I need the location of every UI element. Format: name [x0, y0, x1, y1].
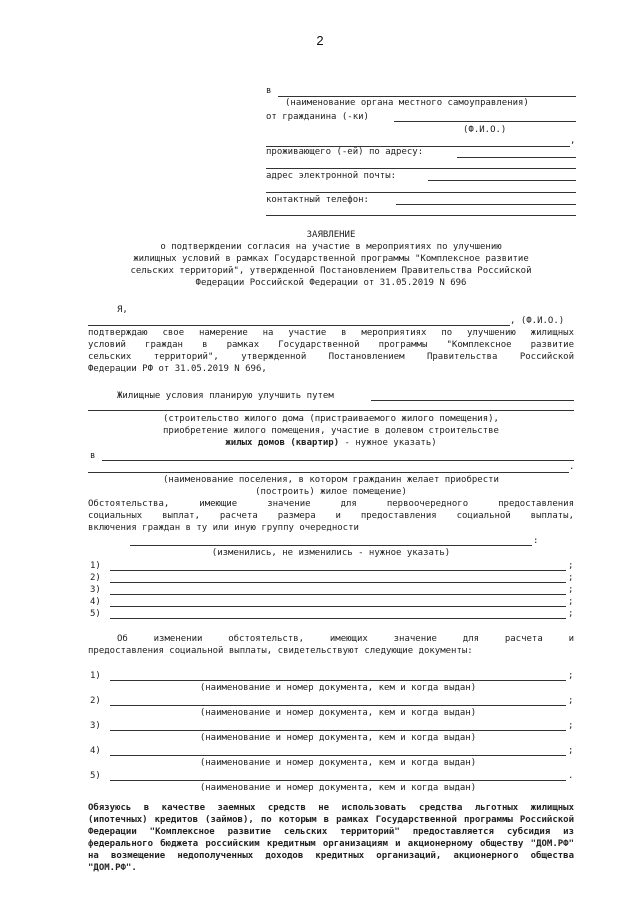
- phone-line-2[interactable]: [266, 215, 576, 216]
- document-end-5: .: [568, 771, 574, 781]
- document-caption-4: (наименование и номер документа, кем и когда выдан): [199, 758, 477, 768]
- document-line-4[interactable]: [110, 755, 566, 756]
- declarant-fio-line[interactable]: [88, 325, 510, 326]
- document-line-3[interactable]: [110, 730, 566, 731]
- title-line-1: о подтверждении согласия на участие в мероприятиях по улучшению: [160, 242, 502, 252]
- circumstance-end-1: ;: [568, 561, 574, 571]
- declarant-fio-suffix: , (Ф.И.О.): [510, 316, 565, 326]
- circumstance-num-5: 5): [90, 609, 101, 619]
- settlement-period: .: [569, 462, 575, 472]
- title-line-4: Федерации Российской Федерации от 31.05.2019 N 696: [195, 278, 467, 288]
- page-number: 2: [316, 33, 324, 48]
- from-line[interactable]: [394, 121, 576, 122]
- circumstances-line-3: включения граждан в ту или иную группу очередности: [88, 523, 359, 533]
- document-num-3: 3): [90, 721, 101, 731]
- address-line-1[interactable]: [457, 157, 576, 158]
- document-caption-5: (наименование и номер документа, кем и когда выдан): [199, 783, 477, 793]
- organ-caption: (наименование органа местного самоуправления): [285, 98, 529, 108]
- settlement-line-1[interactable]: [102, 460, 574, 461]
- fio-comma: ,: [570, 136, 576, 146]
- improve-caption-bold: жилых домов (квартир): [225, 438, 340, 448]
- phone-label: контактный телефон:: [266, 195, 369, 205]
- settlement-line-2[interactable]: [88, 472, 569, 473]
- improve-caption-3: [88, 438, 574, 449]
- declaration-line-4: Федерации РФ от 31.05.2019 N 696,: [88, 364, 267, 374]
- document-line-2[interactable]: [110, 705, 566, 706]
- document-end-1: ;: [568, 671, 574, 681]
- settlement-prefix: в: [90, 451, 96, 461]
- circumstance-num-4: 4): [90, 597, 101, 607]
- document-num-1: 1): [90, 671, 101, 681]
- circumstance-line-3[interactable]: [110, 594, 566, 595]
- declaration-line-3: сельских территорий", утвержденной Постановлением Правительства Российской: [88, 352, 574, 362]
- settlement-caption-1: (наименование поселения, в котором гражданин желает приобрести: [163, 475, 499, 485]
- circumstance-end-3: ;: [568, 585, 574, 595]
- title-line-3: сельских территорий", утвержденной Постановлением Правительства Российской: [130, 266, 532, 276]
- email-line-1[interactable]: [428, 180, 576, 181]
- fio-caption: (Ф.И.О.): [463, 125, 507, 135]
- address-label: проживающего (-ей) по адресу:: [266, 147, 424, 157]
- circumstance-line-5[interactable]: [110, 618, 566, 619]
- circumstance-end-2: ;: [568, 573, 574, 583]
- circumstance-end-5: ;: [568, 609, 574, 619]
- document-num-5: 5): [90, 771, 101, 781]
- document-caption-3: (наименование и номер документа, кем и когда выдан): [199, 733, 477, 743]
- circumstances-caption: (изменились, не изменились - нужное указать): [211, 548, 451, 558]
- obligation-paragraph: Обязуюсь в качестве заемных средств не использовать средства льготных жилищных (ипотечных) кредитов (займов), по которым в рамках Государственной программы Российской Федерации "Комплексное развитие сельских территорий" предоставляется субсидия из федерального бюджета российским кредитным организациям и акционерному обществу "ДОМ.РФ" на возмещение недополученных доходов кредитных организаций, акционерного общества "ДОМ.РФ".: [88, 803, 574, 873]
- from-label: от гражданина (-ки): [266, 112, 369, 122]
- improve-line-1[interactable]: [371, 400, 574, 401]
- settlement-caption-2: (построить) жилое помещение): [255, 487, 407, 497]
- circumstances-change-line[interactable]: [130, 545, 532, 546]
- title-line-2: жилищных условий в рамках Государственной программы "Комплексное развитие: [133, 254, 529, 264]
- document-caption-2: (наименование и номер документа, кем и когда выдан): [199, 708, 477, 718]
- documents-line-1: Об изменении обстоятельств, имеющих значение для расчета и: [117, 634, 574, 644]
- document-caption-1: (наименование и номер документа, кем и когда выдан): [199, 683, 477, 693]
- address-line-2[interactable]: [266, 168, 576, 169]
- organ-line[interactable]: [278, 96, 576, 97]
- circumstance-num-1: 1): [90, 561, 101, 571]
- circumstances-line-1: Обстоятельства, имеющие значение для первоочередного предоставления: [88, 499, 574, 509]
- circumstance-num-2: 2): [90, 573, 101, 583]
- improve-caption-1: (строительство жилого дома (пристраиваемого жилого помещения),: [163, 414, 499, 424]
- declaration-line-1: подтверждаю свое намерение на участие в мероприятиях по улучшению жилищных: [88, 328, 574, 338]
- email-label: адрес электронной почты:: [266, 171, 397, 181]
- document-end-3: ;: [568, 721, 574, 731]
- email-line-2[interactable]: [266, 192, 576, 193]
- phone-line-1[interactable]: [396, 204, 576, 205]
- declaration-line-2: условий граждан в рамках Государственной программы "Комплексное развитие: [88, 340, 574, 350]
- documents-line-2: предоставления социальной выплаты, свидетельствуют следующие документы:: [88, 646, 473, 656]
- to-prefix: в: [266, 86, 272, 96]
- improve-caption-2: приобретение жилого помещения, участие в долевом строительстве: [163, 426, 499, 436]
- circumstances-line-2: социальных выплат, расчета размера и предоставления социальной выплаты,: [88, 511, 574, 521]
- circumstance-line-1[interactable]: [110, 570, 566, 571]
- document-heading: ЗАЯВЛЕНИЕ: [306, 230, 356, 240]
- improve-line-2[interactable]: [88, 410, 574, 411]
- improve-caption-rest: - нужное указать): [339, 438, 437, 448]
- document-num-2: 2): [90, 696, 101, 706]
- circumstance-end-4: ;: [568, 597, 574, 607]
- document-line-5[interactable]: [110, 780, 566, 781]
- declaration-i: Я,: [117, 305, 128, 315]
- document-end-4: ;: [568, 746, 574, 756]
- document-num-4: 4): [90, 746, 101, 756]
- improve-label: Жилищные условия планирую улучшить путем: [117, 391, 334, 401]
- circumstance-num-3: 3): [90, 585, 101, 595]
- circumstances-colon: :: [533, 536, 539, 546]
- document-line-1[interactable]: [110, 680, 566, 681]
- circumstance-line-4[interactable]: [110, 606, 566, 607]
- document-end-2: ;: [568, 696, 574, 706]
- circumstance-line-2[interactable]: [110, 582, 566, 583]
